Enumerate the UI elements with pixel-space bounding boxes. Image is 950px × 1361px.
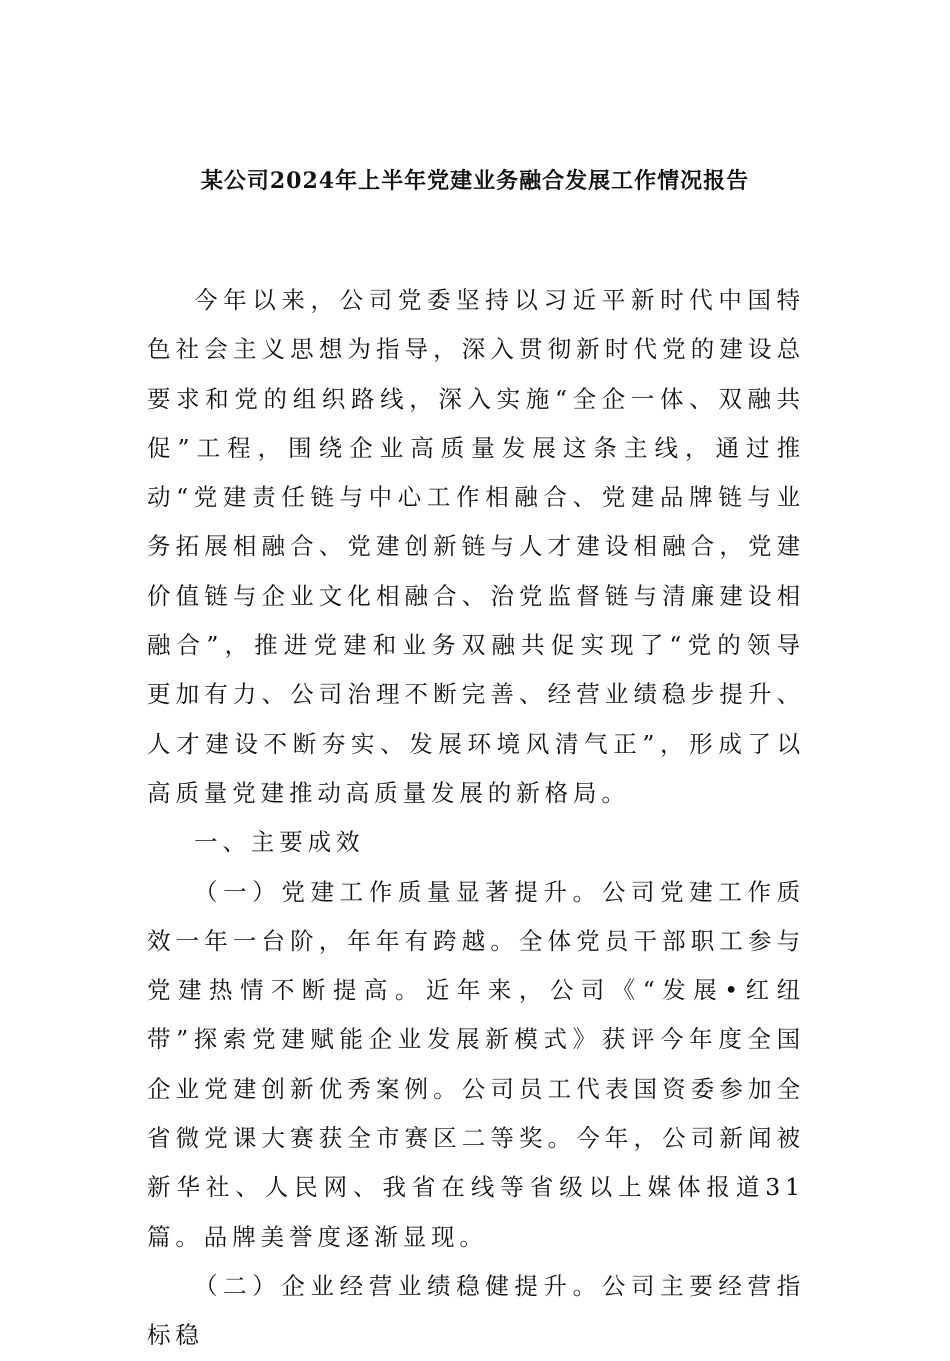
subsection-business-performance: （二）企业经营业绩稳健提升。公司主要经营指标稳 [147, 1271, 805, 1350]
document-title: 某公司2024年上半年党建业务融合发展工作情况报告 [200, 168, 750, 194]
document-body [147, 276, 805, 1361]
section-heading-main-results: 一、主要成效 [194, 828, 365, 857]
intro-paragraph: 今年以来，公司党委坚持以习近平新时代中国特色社会主义思想为指导，深入贯彻新时代党的建设总要求和党的组织路线，深入实施“全企一体、双融共促”工程，围绕企业高质量发展这条主线，通过推动“党建责任链与中心工作相融合、党建品牌链与业务拓展相融合、党建创新链与人才建设相融合，党建价值链与企业文化相融合、治党监督链与清廉建设相融合”，推进党建和业务双融共促实现了“党的领导更加有力、公司治理不断完善、经营业绩稳步提升、人才建设不断夯实、发展环境风清气正”，形成了以高质量党建推动高质量发展的新格局。 [147, 286, 805, 807]
subsection-party-building-quality: （一）党建工作质量显著提升。公司党建工作质效一年一台阶，年年有跨越。全体党员干部职工参与党建热情不断提高。近年来，公司《“发展•红纽带”探索党建赋能企业发展新模式》获评今年度全国企业党建创新优秀案例。公司员工代表国资委参加全省微党课大赛获全市赛区二等奖。今年，公司新闻被新华社、人民网、我省在线等省级以上媒体报道31篇。品牌美誉度逐渐显现。 [147, 877, 805, 1251]
